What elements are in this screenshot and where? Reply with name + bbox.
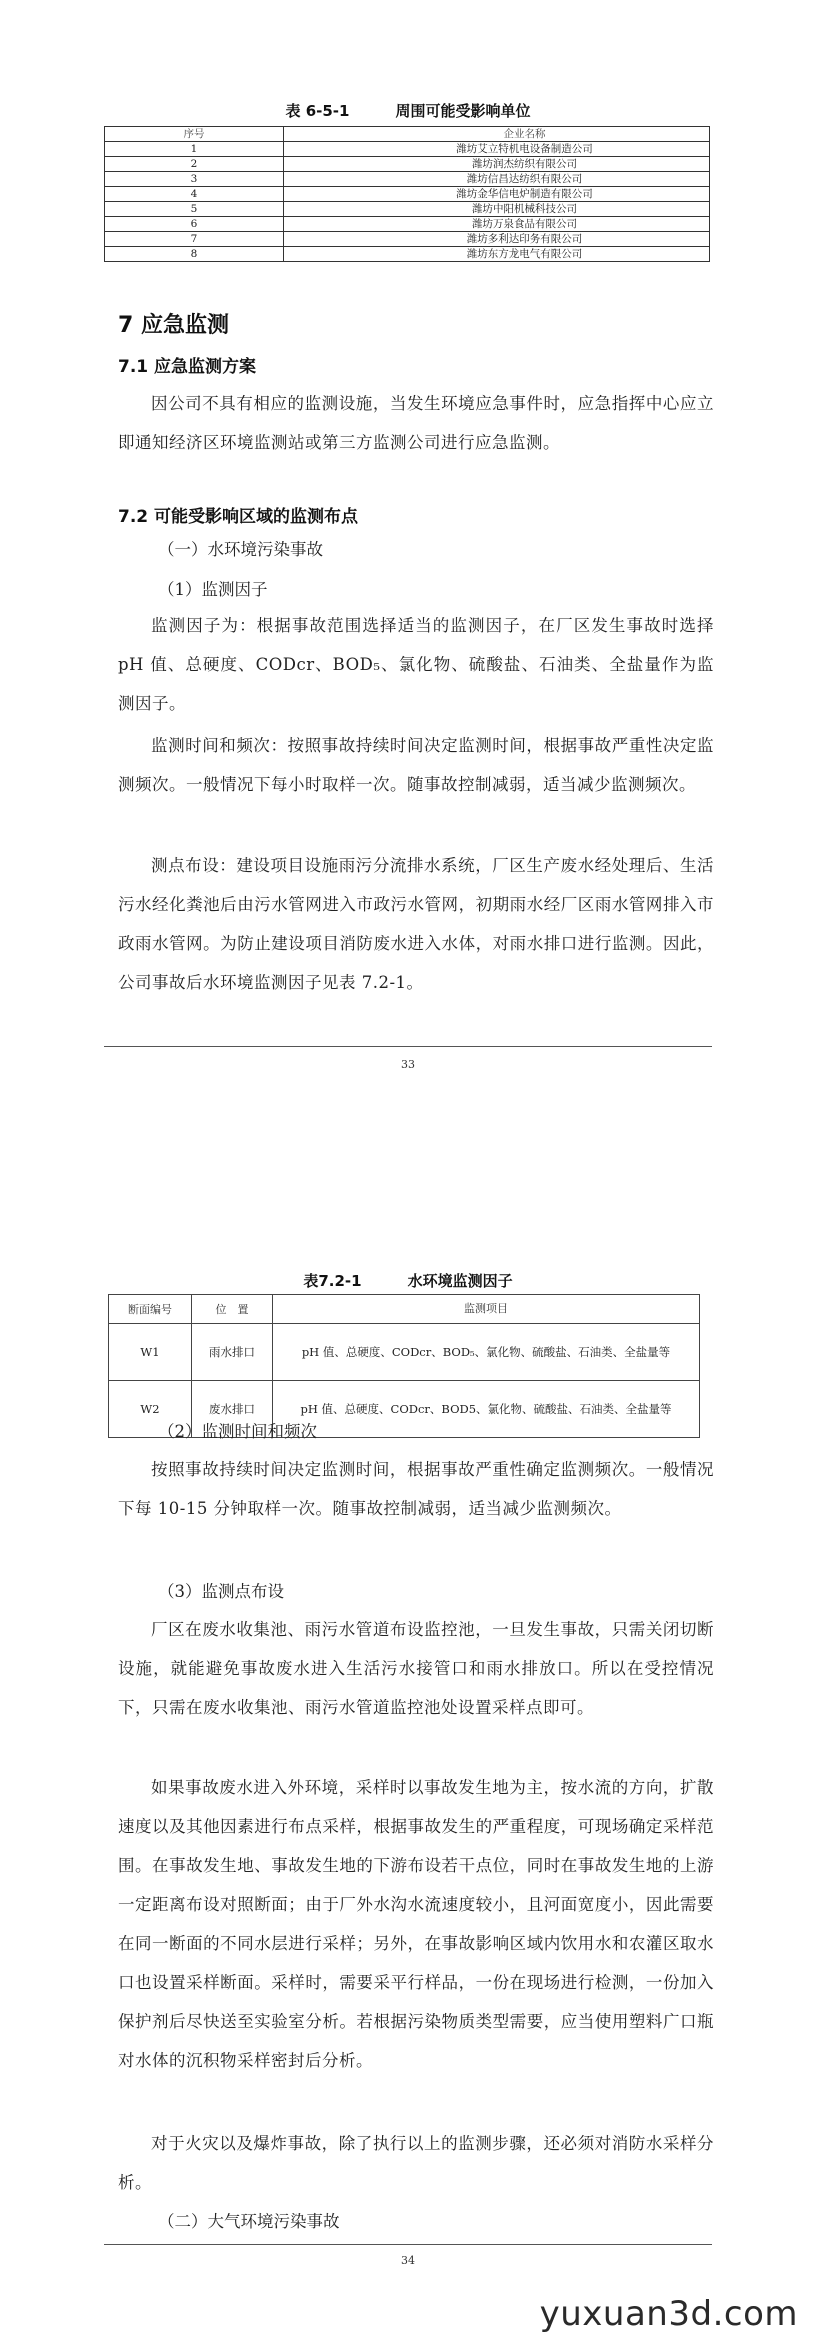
cell-company: 潍坊中阳机械科技公司 bbox=[284, 202, 710, 217]
cell-company: 潍坊信昌达纺织有限公司 bbox=[284, 172, 710, 187]
heading-section-7-2: 7.2 可能受影响区域的监测布点 bbox=[118, 507, 359, 527]
subheading-water-pollution: （一）水环境污染事故 bbox=[158, 540, 323, 559]
paragraph-fire-explosion: 对于火灾以及爆炸事故，除了执行以上的监测步骤，还必须对消防水采样分析。 bbox=[118, 2134, 714, 2192]
heading-section-7-1: 7.1 应急监测方案 bbox=[118, 357, 257, 377]
paragraph-7-1: 因公司不具有相应的监测设施，当发生环境应急事件时，应急指挥中心应立即通知经济区环境监测站或第三方监测公司进行应急监测。 bbox=[118, 394, 714, 452]
page-number: 33 bbox=[401, 1058, 415, 1071]
table-row bbox=[105, 202, 710, 217]
col-header-seq: 序号 bbox=[105, 127, 284, 142]
col-header-items: 监测项目 bbox=[273, 1295, 700, 1324]
caption-title: 水环境监测因子 bbox=[407, 1272, 513, 1290]
affected-units-table bbox=[104, 126, 710, 262]
cell-company: 潍坊东方龙电气有限公司 bbox=[284, 247, 710, 262]
caption-number: 表7.2-1 bbox=[303, 1272, 362, 1290]
cell-company: 潍坊万泉食品有限公司 bbox=[284, 217, 710, 232]
table-7-2-1-caption bbox=[0, 1270, 816, 1291]
cell-company: 潍坊艾立特机电设备制造公司 bbox=[284, 142, 710, 157]
page-34 bbox=[0, 1100, 816, 2352]
table-row bbox=[109, 1324, 700, 1381]
footer-rule bbox=[104, 1046, 712, 1047]
table-row bbox=[105, 217, 710, 232]
cell-company: 潍坊多利达印务有限公司 bbox=[284, 232, 710, 247]
cell-seq: 4 bbox=[105, 187, 284, 202]
paragraph-time-frequency: 按照事故持续时间决定监测时间，根据事故严重性确定监测频次。一般情况下每 10-15 分钟取样一次。随事故控制减弱，适当减少监测频次。 bbox=[118, 1460, 714, 1518]
paragraph-outside-environment: 如果事故废水进入外环境，采样时以事故发生地为主，按水流的方向，扩散速度以及其他因素进行布点采样，根据事故发生的严重程度，可现场确定采样范围。在事故发生地、事故发生地的下游布设若干点位，同时在事故发生地的上游一定距离布设对照断面；由于厂外水沟水流速度较小，且河面宽度小，因此需要在同一断面的不同水层进行采样；另外，在事故影响区域内饮用水和农灌区取水口也设置采样断面。采样时，需要采平行样品，一份在现场进行检测，一份加入保护剂后尽快送至实验室分析。若根据污染物质类型需要，应当使用塑料广口瓶对水体的沉积物采样密封后分析。 bbox=[118, 1778, 714, 2070]
table-6-5-1-caption bbox=[0, 100, 816, 121]
table-header-row bbox=[109, 1295, 700, 1324]
watermark: yuxuan3d.com bbox=[539, 2294, 798, 2334]
table-row bbox=[105, 157, 710, 172]
subheading-air-pollution: （二）大气环境污染事故 bbox=[158, 2212, 340, 2231]
page-number: 34 bbox=[401, 2254, 415, 2267]
table-row bbox=[105, 142, 710, 157]
caption-title: 周围可能受影响单位 bbox=[395, 102, 531, 120]
col-header-section-id: 断面编号 bbox=[109, 1295, 192, 1324]
cell-location: 雨水排口 bbox=[192, 1324, 273, 1381]
cell-seq: 6 bbox=[105, 217, 284, 232]
paragraph-monitoring-frequency: 监测时间和频次：按照事故持续时间决定监测时间，根据事故严重性决定监测频次。一般情况下每小时取样一次。随事故控制减弱，适当减少监测频次。 bbox=[118, 736, 714, 794]
cell-items: pH 值、总硬度、CODcr、BOD5、氯化物、硫酸盐、石油类、全盐量等 bbox=[273, 1381, 700, 1438]
cell-section-id: W1 bbox=[109, 1324, 192, 1381]
cell-location: 废水排口 bbox=[192, 1381, 273, 1438]
cell-seq: 5 bbox=[105, 202, 284, 217]
page-33 bbox=[0, 0, 816, 1100]
paragraph-monitoring-factor: 监测因子为：根据事故范围选择适当的监测因子，在厂区发生事故时选择 pH 值、总硬度、CODcr、BOD₅、氯化物、硫酸盐、石油类、全盐量作为监测因子。 bbox=[118, 616, 714, 713]
caption-number: 表 6-5-1 bbox=[285, 102, 350, 120]
paragraph-monitoring-pool: 厂区在废水收集池、雨污水管道布设监控池，一旦发生事故，只需关闭切断设施，就能避免事故废水进入生活污水接管口和雨水排放口。所以在受控情况下，只需在废水收集池、雨污水管道监控池处设置采样点即可。 bbox=[118, 1620, 714, 1717]
table-row bbox=[105, 247, 710, 262]
heading-section-7: 7 应急监测 bbox=[118, 313, 229, 338]
cell-seq: 1 bbox=[105, 142, 284, 157]
subheading-point-layout: （3）监测点布设 bbox=[158, 1582, 284, 1601]
table-header-row bbox=[105, 127, 710, 142]
cell-seq: 3 bbox=[105, 172, 284, 187]
table-row bbox=[105, 187, 710, 202]
col-header-company: 企业名称 bbox=[284, 127, 710, 142]
col-header-location: 位 置 bbox=[192, 1295, 273, 1324]
cell-company: 潍坊润杰纺织有限公司 bbox=[284, 157, 710, 172]
cell-section-id: W2 bbox=[109, 1381, 192, 1438]
cell-company: 潍坊金华信电炉制造有限公司 bbox=[284, 187, 710, 202]
cell-seq: 2 bbox=[105, 157, 284, 172]
paragraph-monitoring-points: 测点布设：建设项目设施雨污分流排水系统，厂区生产废水经处理后、生活污水经化粪池后由污水管网进入市政污水管网，初期雨水经厂区雨水管网排入市政雨水管网。为防止建设项目消防废水进入水体，对雨水排口进行监测。因此，公司事故后水环境监测因子见表 7.2-1。 bbox=[118, 856, 714, 992]
table-row bbox=[105, 232, 710, 247]
cell-items: pH 值、总硬度、CODcr、BOD₅、氯化物、硫酸盐、石油类、全盐量等 bbox=[273, 1324, 700, 1381]
footer-rule bbox=[104, 2244, 712, 2245]
subheading-monitoring-factor: （1）监测因子 bbox=[158, 580, 268, 599]
cell-seq: 7 bbox=[105, 232, 284, 247]
cell-seq: 8 bbox=[105, 247, 284, 262]
subheading-time-frequency: （2）监测时间和频次 bbox=[158, 1422, 317, 1441]
table-row bbox=[105, 172, 710, 187]
